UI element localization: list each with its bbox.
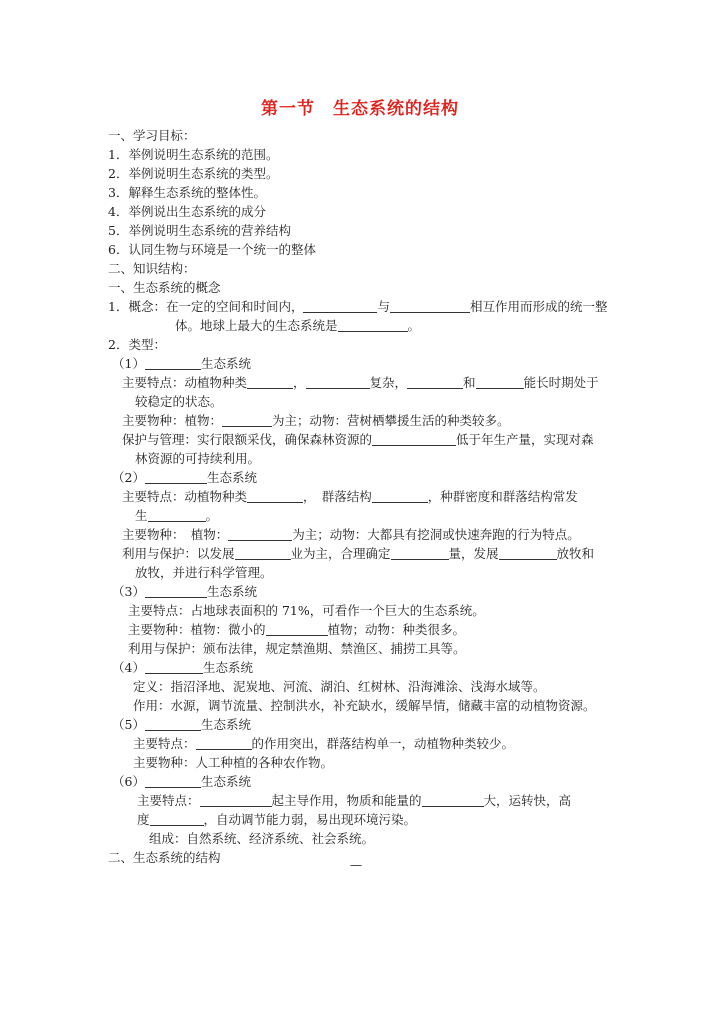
- line-text: 主要物种：植物：微小的: [128, 622, 266, 637]
- text-line: [108, 204, 266, 220]
- line-text: 体。地球上最大的生态系统是: [175, 318, 338, 333]
- line-text: 度: [137, 812, 150, 827]
- text-line: [112, 584, 257, 600]
- fill-in-blank[interactable]: [247, 376, 293, 389]
- fill-in-blank[interactable]: [145, 357, 201, 370]
- text-line: [112, 356, 251, 372]
- fill-in-blank[interactable]: [145, 661, 203, 674]
- line-text: 生态系统: [202, 660, 253, 675]
- line-text: 作用：水源，调节流量、控制洪水，补充缺水，缓解旱情，储藏丰富的动植物资源。: [133, 698, 596, 713]
- text-line: [122, 432, 594, 448]
- text-line: [137, 812, 416, 828]
- line-text: 生态系统: [200, 356, 251, 371]
- line-text: 二、生态系统的结构: [108, 850, 221, 865]
- fill-in-blank[interactable]: [372, 433, 456, 446]
- fill-in-blank[interactable]: [200, 794, 272, 807]
- line-text: 生: [135, 508, 148, 523]
- line-text: 生态系统: [200, 774, 251, 789]
- line-text: 相互作用而形成的统一整: [469, 299, 608, 314]
- line-text: 。: [205, 508, 219, 523]
- line-text: 与: [377, 299, 390, 314]
- line-text: 主要特点：: [133, 736, 196, 751]
- fill-in-blank[interactable]: [150, 813, 204, 826]
- text-line: [122, 413, 510, 429]
- document-title: 第一节 生态系统的结构: [261, 99, 459, 119]
- fill-in-blank[interactable]: [407, 376, 463, 389]
- line-text: 主要物种：人工种植的各种农作物。: [133, 755, 334, 770]
- text-line: [122, 375, 599, 391]
- text-line: [128, 622, 465, 638]
- fill-in-blank[interactable]: [499, 547, 557, 560]
- text-line: [122, 546, 594, 562]
- line-text: ，: [293, 375, 306, 390]
- line-text: 较稳定的状态。: [135, 394, 223, 409]
- text-line: [108, 223, 291, 239]
- fill-in-blank[interactable]: [148, 509, 206, 522]
- fill-in-blank[interactable]: [145, 471, 207, 484]
- text-line: [108, 261, 196, 277]
- line-text: 起主导作用，物质和能量的: [271, 793, 422, 808]
- fill-in-blank[interactable]: [303, 300, 377, 313]
- fill-in-blank[interactable]: [247, 490, 303, 503]
- line-text: 1．概念：在一定的空间和时间内，: [108, 299, 304, 314]
- text-line: [135, 394, 223, 410]
- fill-in-blank[interactable]: [422, 794, 484, 807]
- text-line: [108, 242, 316, 258]
- line-text: 主要特点：动植物种类: [122, 375, 248, 390]
- line-text: 为主；动物：大都具有挖洞或快速奔跑的行为特点。: [292, 527, 580, 542]
- text-line: [108, 166, 278, 182]
- line-text: ， 群落结构: [303, 489, 372, 504]
- fill-in-blank[interactable]: [145, 585, 207, 598]
- fill-in-blank[interactable]: [196, 737, 252, 750]
- line-text: 主要物种：植物：: [122, 413, 223, 428]
- text-line: [108, 299, 608, 315]
- line-text: 保护与管理：实行限额采伐，确保森林资源的: [122, 432, 373, 447]
- line-text: 大，运转快，高: [483, 793, 572, 808]
- line-text: 植物；动物：种类很多。: [327, 622, 466, 637]
- line-text: ，自动调节能力弱，易出现环境污染。: [203, 812, 417, 827]
- line-text: 量，发展: [448, 546, 499, 561]
- fill-in-blank[interactable]: [306, 376, 370, 389]
- fill-in-blank[interactable]: [372, 490, 428, 503]
- line-text: 生态系统: [200, 717, 251, 732]
- fill-in-blank[interactable]: [145, 718, 201, 731]
- text-line: [135, 565, 273, 581]
- line-text: 利用与保护：以发展: [122, 546, 235, 561]
- text-line: [112, 717, 251, 733]
- text-line: [133, 736, 514, 752]
- text-line: [135, 451, 260, 467]
- line-text: 的作用突出，群落结构单一，动植物种类较少。: [251, 736, 515, 751]
- line-text: 主要物种： 植物：: [122, 527, 229, 542]
- text-line: [122, 489, 578, 505]
- line-text: 一、学习目标：: [108, 128, 196, 143]
- text-line: [135, 508, 218, 524]
- line-text: 二、知识结构：: [108, 261, 196, 276]
- line-text: 和: [463, 375, 476, 390]
- fill-in-blank[interactable]: [476, 376, 524, 389]
- line-text: 复杂，: [369, 375, 408, 390]
- line-text: 4．举例说出生态系统的成分: [108, 204, 266, 219]
- line-text: 组成：自然系统、经济系统、社会系统。: [149, 831, 375, 846]
- text-line: [108, 337, 166, 353]
- line-text: 林资源的可持续利用。: [135, 451, 261, 466]
- line-text: 6．认同生物与环境是一个统一的整体: [108, 242, 316, 257]
- line-text: 。: [407, 318, 421, 333]
- line-text: 1．举例说明生态系统的范围。: [108, 147, 279, 162]
- text-line: [133, 679, 546, 695]
- fill-in-blank[interactable]: [390, 300, 470, 313]
- fill-in-blank[interactable]: [391, 547, 449, 560]
- line-text: 利用与保护：颁布法律，规定禁渔期、禁渔区、捕捞工具等。: [128, 641, 466, 656]
- line-text: 定义：指沼泽地、泥炭地、河流、湖泊、红树林、沿海滩涂、浅海水域等。: [133, 679, 546, 694]
- line-text: 2．举例说明生态系统的类型。: [108, 166, 279, 181]
- line-text: （3）: [112, 584, 145, 599]
- text-line: [112, 774, 251, 790]
- line-text: 3．解释生态系统的整体性。: [108, 185, 266, 200]
- line-text: 主要特点：: [137, 793, 200, 808]
- line-text: 能长时期处于: [523, 375, 599, 390]
- text-line: [128, 603, 485, 619]
- line-text: （4）: [112, 660, 145, 675]
- text-line: [137, 793, 571, 809]
- text-line: [112, 470, 257, 486]
- line-text: ，种群密度和群落结构常发: [427, 489, 578, 504]
- line-text: 主要特点：占地球表面积的 71%，可看作一个巨大的生态系统。: [128, 603, 485, 618]
- page-number: —: [350, 858, 362, 872]
- line-text: 为主；动物：营树栖攀援生活的种类较多。: [272, 413, 510, 428]
- text-line: [108, 185, 266, 201]
- line-text: 主要特点：动植物种类: [122, 489, 248, 504]
- line-text: （5）: [112, 717, 145, 732]
- text-line: [133, 698, 596, 714]
- line-text: 业为主，合理确定: [290, 546, 391, 561]
- text-line: [108, 147, 278, 163]
- text-line: [108, 280, 221, 296]
- line-text: 放牧，并进行科学管理。: [135, 565, 273, 580]
- fill-in-blank[interactable]: [222, 414, 272, 427]
- line-text: 5．举例说明生态系统的营养结构: [108, 223, 291, 238]
- fill-in-blank[interactable]: [145, 775, 201, 788]
- line-text: 2．类型：: [108, 337, 166, 352]
- text-line: [128, 641, 466, 657]
- line-text: 放牧和: [556, 546, 595, 561]
- line-text: 低于年生产量，实现对森: [456, 432, 594, 447]
- line-text: （6）: [112, 774, 145, 789]
- fill-in-blank[interactable]: [338, 319, 408, 332]
- line-text: 一、生态系统的概念: [108, 280, 221, 295]
- text-line: [122, 527, 580, 543]
- fill-in-blank[interactable]: [228, 528, 292, 541]
- line-text: 生态系统: [206, 470, 257, 485]
- text-line: [108, 128, 196, 144]
- line-text: 生态系统: [206, 584, 257, 599]
- line-text: （2）: [112, 470, 145, 485]
- text-line: [133, 755, 333, 771]
- fill-in-blank[interactable]: [266, 623, 328, 636]
- fill-in-blank[interactable]: [235, 547, 291, 560]
- line-text: （1）: [112, 356, 145, 371]
- text-line: [149, 831, 374, 847]
- text-line: [112, 660, 253, 676]
- text-line: [108, 850, 221, 866]
- text-line: [175, 318, 420, 334]
